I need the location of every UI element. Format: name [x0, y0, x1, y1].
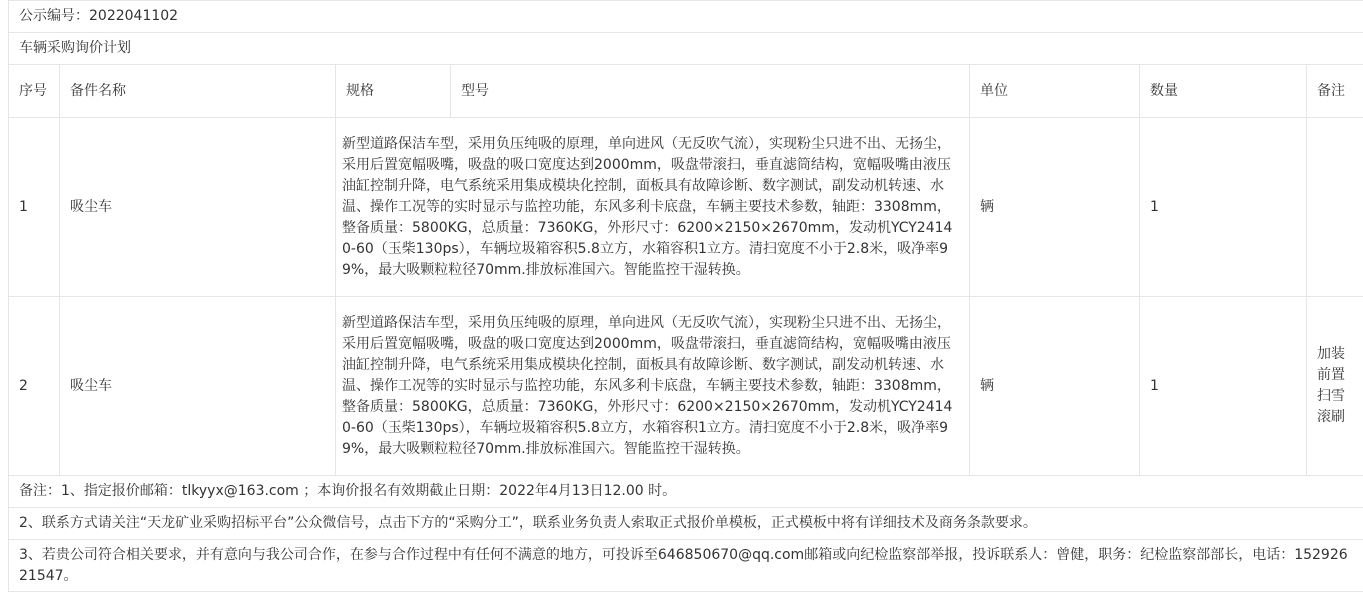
- table-row: [9, 118, 1363, 297]
- row-index: 2: [9, 297, 60, 476]
- column-header-row: [9, 65, 1363, 118]
- row-spec: 新型道路保洁车型，采用负压纯吸的原理，单向进风（无反吹气流），实现粉尘只进不出、无扬尘，采用后置宽幅吸嘴，吸盘的吸口宽度达到2000mm，吸盘带滚扫，垂直滤筒结构，宽幅吸嘴由液压油缸控制升降，电气系统采用集成模块化控制，面板具有故障诊断、数字测试，副发动机转速、水温、操作工况等的实时显示与监控功能，东风多利卡底盘，车辆主要技术参数，轴距：3308mm，整备质量：5800KG，总质量：7360KG，外形尺寸：6200×2150×2670mm，发动机YCY24140-60（玉柴130ps），车辆垃圾箱容积5.8立方，水箱容积1立方。清扫宽度不小于2.8米，吸净率99%，最大吸颗粒粒径70mm.排放标准国六。智能监控干湿转换。: [336, 118, 970, 297]
- notice-number: 公示编号：2022041102: [9, 1, 1363, 33]
- row-unit: 辆: [970, 118, 1140, 297]
- col-header-model: 型号: [451, 65, 970, 118]
- row-remark: 加装前置扫雪滚刷: [1307, 297, 1363, 476]
- col-header-unit: 单位: [970, 65, 1140, 118]
- row-qty: 1: [1140, 297, 1307, 476]
- note-contact: 2、联系方式请关注“天龙矿业采购招标平台”公众微信号，点击下方的“采购分工”，联系业务负责人索取正式报价单模板，正式模板中将有详细技术及商务条款要求。: [9, 508, 1363, 540]
- col-header-spec: 规格: [336, 65, 451, 118]
- col-header-remark: 备注: [1307, 65, 1363, 118]
- note-row-2: [9, 508, 1363, 540]
- row-unit: 辆: [970, 297, 1140, 476]
- col-header-index: 序号: [9, 65, 60, 118]
- row-spec: 新型道路保洁车型，采用负压纯吸的原理，单向进风（无反吹气流），实现粉尘只进不出、无扬尘，采用后置宽幅吸嘴，吸盘的吸口宽度达到2000mm，吸盘带滚扫，垂直滤筒结构，宽幅吸嘴由液压油缸控制升降，电气系统采用集成模块化控制，面板具有故障诊断、数字测试，副发动机转速、水温、操作工况等的实时显示与监控功能，东风多利卡底盘，车辆主要技术参数，轴距：3308mm，整备质量：5800KG，总质量：7360KG，外形尺寸：6200×2150×2670mm，发动机YCY24140-60（玉柴130ps），车辆垃圾箱容积5.8立方，水箱容积1立方。清扫宽度不小于2.8米，吸净率99%，最大吸颗粒粒径70mm.排放标准国六。智能监控干湿转换。: [336, 297, 970, 476]
- table-row: [9, 297, 1363, 476]
- col-header-name: 备件名称: [60, 65, 336, 118]
- note-row-1: [9, 476, 1363, 508]
- note-complaint: 3、若贵公司符合相关要求，并有意向与我公司合作，在参与合作过程中有任何不满意的地方，可投诉至646850670@qq.com邮箱或向纪检监察部举报，投诉联系人：曾健，职务：纪检监察部部长，电话：15292621547。: [9, 540, 1363, 592]
- note-email: 备注：1、指定报价邮箱：tlkyyx@163.com ；本询价报名有效期截止日期：2022年4月13日12.00 时。: [9, 476, 1363, 508]
- plan-title: 车辆采购询价计划: [9, 33, 1363, 65]
- plan-title-row: [9, 33, 1363, 65]
- row-index: 1: [9, 118, 60, 297]
- row-name: 吸尘车: [60, 297, 336, 476]
- notice-number-row: [9, 1, 1363, 33]
- row-remark: [1307, 118, 1363, 297]
- col-header-qty: 数量: [1140, 65, 1307, 118]
- procurement-table: [8, 0, 1363, 592]
- note-row-3: [9, 540, 1363, 592]
- row-qty: 1: [1140, 118, 1307, 297]
- row-name: 吸尘车: [60, 118, 336, 297]
